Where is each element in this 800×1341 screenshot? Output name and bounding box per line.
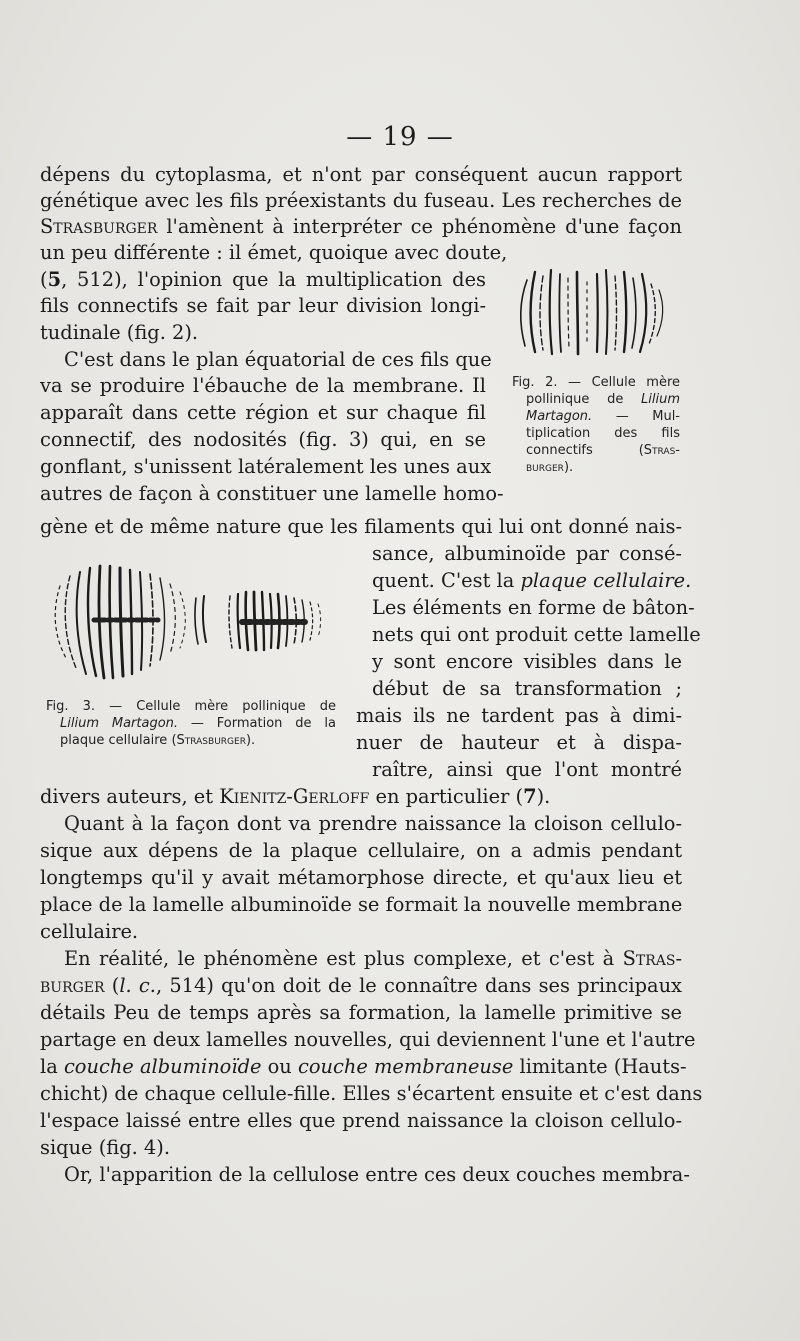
- text-span: Lilium Martagon.: [60, 716, 179, 731]
- text-span: ).: [563, 460, 574, 475]
- text-line: nuer de hauteur et à dispa-: [356, 731, 682, 754]
- author-name: Stras-: [643, 443, 680, 458]
- figure-3-caption-line: [60, 715, 336, 732]
- text-span: Lilium: [641, 392, 680, 407]
- author-name: burger: [40, 974, 105, 997]
- text-line: [40, 784, 550, 810]
- figure-2-caption-line: Fig. 2. — Cellule mère: [512, 375, 680, 390]
- text-line: [40, 214, 682, 240]
- figure-2-caption-line: tiplication des fils: [526, 426, 680, 441]
- emphasis-term: couche membraneuse: [297, 1055, 514, 1078]
- text-span: divers auteurs, et: [40, 785, 220, 808]
- text-span: , 512), l'opinion que la multiplication des: [61, 268, 486, 291]
- figure-3-caption-line: [60, 732, 255, 749]
- figure-2-caption-line: [526, 408, 680, 425]
- reference-number: 5: [47, 268, 62, 291]
- text-span: la: [40, 1055, 64, 1078]
- figure-2-caption-line: [526, 442, 680, 459]
- text-line: connectif, des nodosités (fig. 3) qui, en se: [40, 428, 486, 451]
- text-span: ).: [245, 733, 256, 748]
- figure-3-drawing: [46, 556, 346, 686]
- text-line: fils connectifs se fait par leur division longi-: [40, 294, 486, 317]
- text-span: plaque cellulaire (: [60, 733, 177, 748]
- text-line: C'est dans le plan équatorial de ces fils que: [64, 348, 492, 371]
- text-line: un peu différente : il émet, quoique avec doute,: [40, 241, 508, 264]
- text-span: en particulier (: [369, 785, 524, 808]
- text-span: — Mul-: [592, 409, 680, 424]
- text-span: l. c.: [119, 974, 156, 997]
- text-line: partage en deux lamelles nouvelles, qui deviennent l'une et l'autre: [40, 1028, 696, 1051]
- author-name: Strasburger: [40, 215, 158, 238]
- text-line: tudinale (fig. 2).: [40, 321, 199, 344]
- text-span: ou: [261, 1055, 298, 1078]
- text-line: raître, ainsi que l'ont montré: [372, 758, 682, 781]
- text-span: En réalité, le phénomène est plus complexe, et c'est à: [64, 947, 623, 970]
- text-span: limitante (Hauts-: [513, 1055, 687, 1078]
- text-line: l'espace laissé entre elles que prend naissance la cloison cellulo-: [40, 1109, 682, 1132]
- text-line: Quant à la façon dont va prendre naissance la cloison cellulo-: [64, 812, 682, 835]
- text-line: apparaît dans cette région et sur chaque fil: [40, 401, 486, 424]
- text-line: chicht) de chaque cellule-fille. Elles s'écartent ensuite et c'est dans: [40, 1082, 703, 1105]
- text-line: Or, l'apparition de la cellulose entre ces deux couches membra-: [64, 1163, 690, 1186]
- text-span: pollinique de: [526, 392, 642, 407]
- text-span: quent. C'est la: [372, 569, 521, 592]
- reference-number: 7: [523, 785, 537, 808]
- text-span: Martagon.: [526, 409, 593, 424]
- text-line: cellulaire.: [40, 920, 139, 943]
- text-span: l'amènent à interpréter ce phénomène d'une façon: [157, 215, 682, 238]
- text-span: , 514) qu'on doit de le connaître dans ses principaux: [155, 974, 682, 997]
- author-name: Kienitz-Gerloff: [219, 785, 370, 808]
- text-span: — Formation de la: [178, 716, 336, 731]
- text-line: place de la lamelle albuminoïde se formait la nouvelle membrane: [40, 893, 683, 916]
- emphasis-term: couche albuminoïde: [63, 1055, 262, 1078]
- text-line: gonflant, s'unissent latéralement les unes aux: [40, 455, 492, 478]
- text-line: [64, 946, 682, 972]
- author-name: Strasburger: [176, 733, 246, 748]
- figure-3-caption-line: Fig. 3. — Cellule mère pollinique de: [46, 699, 336, 714]
- figure-2-drawing: [505, 262, 675, 362]
- text-line: [40, 973, 682, 999]
- figure-2-caption-line: [526, 391, 680, 408]
- text-line: détails Peu de temps après sa formation, la lamelle primitive se: [40, 1001, 682, 1024]
- text-line: [40, 267, 486, 293]
- text-line: autres de façon à constituer une lamelle homo-: [40, 482, 504, 505]
- text-line: [40, 1054, 687, 1080]
- text-line: y sont encore visibles dans le: [372, 650, 682, 673]
- text-line: début de sa transformation ;: [372, 677, 682, 700]
- text-line: [372, 568, 692, 594]
- text-span: ).: [536, 785, 551, 808]
- text-line: sique aux dépens de la plaque cellulaire, on a admis pendant: [40, 839, 682, 862]
- text-line: va se produire l'ébauche de la membrane. Il: [40, 374, 486, 397]
- text-line: longtemps qu'il y avait métamorphose directe, et qu'aux lieu et: [40, 866, 682, 889]
- text-line: génétique avec les fils préexistants du fuseau. Les recherches de: [40, 189, 682, 212]
- figure-2-caption-line: [526, 459, 573, 476]
- text-span: (: [40, 268, 48, 291]
- text-line: gène et de même nature que les filaments qui lui ont donné nais-: [40, 515, 682, 538]
- author-name: burger: [526, 460, 564, 475]
- text-span: (: [104, 974, 120, 997]
- emphasis-term: plaque cellulaire.: [520, 569, 692, 592]
- text-line: Les éléments en forme de bâton-: [372, 596, 695, 619]
- page-number: — 19 —: [346, 122, 454, 152]
- author-name: Stras-: [622, 947, 682, 970]
- text-line: mais ils ne tardent pas à dimi-: [356, 704, 682, 727]
- text-line: sance, albuminoïde par consé-: [372, 542, 682, 565]
- text-line: nets qui ont produit cette lamelle: [372, 623, 701, 646]
- text-line: dépens du cytoplasma, et n'ont par conséquent aucun rapport: [40, 163, 682, 186]
- text-span: connectifs (: [526, 443, 644, 458]
- text-line: sique (fig. 4).: [40, 1136, 170, 1159]
